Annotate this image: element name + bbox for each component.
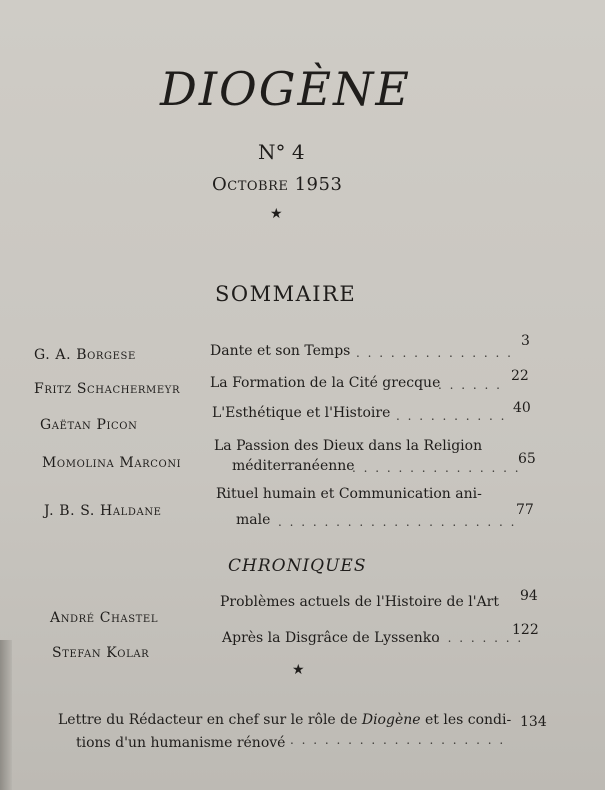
toc-page: 22 xyxy=(511,368,529,384)
letter-line1 xyxy=(58,712,511,728)
journal-title: DIOGÈNE xyxy=(160,62,411,116)
toc-title: Dante et son Temps xyxy=(210,343,351,359)
toc-title: Après la Disgrâce de Lyssenko xyxy=(222,630,440,646)
toc-author: Gaëtan Picon xyxy=(40,417,138,433)
toc-page: 3 xyxy=(521,333,530,349)
toc-page: 65 xyxy=(518,451,536,467)
toc-title-line2: méditerranéenne xyxy=(232,458,355,474)
leader-dots: . . . . . . . . xyxy=(436,631,524,645)
letter-line1-pre: Lettre du Rédacteur en chef sur le rôle de xyxy=(58,712,362,728)
leader-dots: . . . . . . . . . . . . . . . . . . . xyxy=(290,733,506,747)
leader-dots: . . . . . . xyxy=(438,378,502,392)
toc-author: J. B. S. Haldane xyxy=(44,503,162,519)
toc-title-line2: male xyxy=(236,512,271,528)
toc-author: Stefan Kolar xyxy=(52,645,150,661)
issue-number: N° 4 xyxy=(258,140,305,164)
star-ornament-icon: ★ xyxy=(292,662,305,678)
toc-title: L'Esthétique et l'Histoire xyxy=(212,405,391,421)
toc-title-line1: La Passion des Dieux dans la Religion xyxy=(214,438,483,454)
issue-date: Octobre 1953 xyxy=(212,174,343,195)
toc-page: 134 xyxy=(520,714,547,730)
letter-line1-post: et les condi- xyxy=(420,712,512,728)
letter-line2: tions d'un humanisme rénové xyxy=(76,735,286,751)
book-spine-edge xyxy=(0,640,12,790)
toc-author: Fritz Schachermeyr xyxy=(34,381,181,397)
toc-author: André Chastel xyxy=(50,610,159,626)
leader-dots: . . . . . . . . . . xyxy=(396,409,507,423)
chroniques-heading: CHRONIQUES xyxy=(228,556,367,576)
toc-page: 77 xyxy=(516,502,534,518)
toc-title: Problèmes actuels de l'Histoire de l'Art xyxy=(220,594,499,610)
toc-page: 122 xyxy=(512,622,539,638)
toc-author: Momolina Marconi xyxy=(42,455,182,471)
leader-dots: . . . . . . . . . . . . . . . . . . . . . xyxy=(278,515,517,529)
star-ornament-icon: ★ xyxy=(270,206,283,222)
toc-title-line1: Rituel humain et Communication ani- xyxy=(216,486,482,502)
toc-page: 40 xyxy=(513,400,531,416)
letter-journal-name: Diogène xyxy=(361,712,421,728)
sommaire-heading: SOMMAIRE xyxy=(215,282,357,306)
leader-dots: . . . . . . . . . . . . . . . xyxy=(352,461,521,475)
leader-dots: . . . . . . . . . . . . . . xyxy=(356,346,513,360)
toc-title: La Formation de la Cité grecque xyxy=(210,375,441,391)
toc-author: G. A. Borgese xyxy=(34,347,136,363)
toc-page: 94 xyxy=(520,588,538,604)
